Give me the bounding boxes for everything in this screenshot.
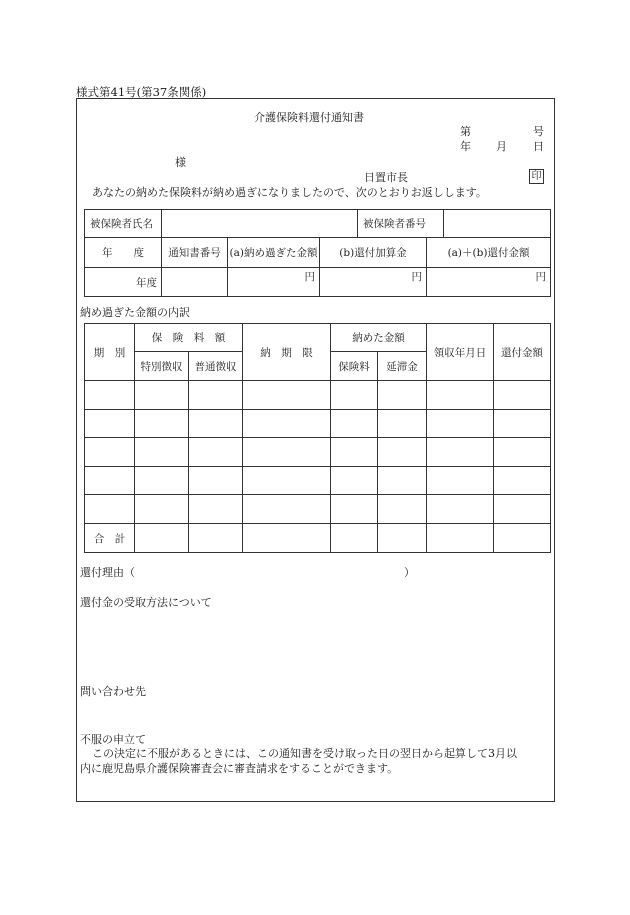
late-fee-header: 延滞金 xyxy=(378,352,427,381)
fiscal-year-cell: 年度 xyxy=(85,268,162,297)
table-row xyxy=(85,438,551,467)
empty-cell xyxy=(427,438,494,467)
empty-cell xyxy=(189,410,243,438)
empty-cell xyxy=(378,410,427,438)
empty-cell xyxy=(378,381,427,410)
notice-number-cell xyxy=(162,268,228,297)
document-title: 介護保険料還付通知書 xyxy=(254,111,364,124)
empty-cell xyxy=(243,410,331,438)
empty-cell xyxy=(189,467,243,495)
seal-mark xyxy=(529,169,544,184)
refund-header: (a)＋(b)還付金額 xyxy=(427,238,551,268)
refund-amount-cell: 円 xyxy=(427,268,551,297)
seal-icon: 印 xyxy=(529,169,544,184)
total-label: 合 計 xyxy=(85,524,135,553)
empty-cell xyxy=(494,467,551,495)
year-header: 年 度 xyxy=(85,238,162,268)
empty-cell xyxy=(494,438,551,467)
insured-number-value xyxy=(444,210,551,238)
total-row xyxy=(85,524,551,553)
empty-cell xyxy=(243,438,331,467)
empty-cell xyxy=(427,467,494,495)
inquiry-label: 問い合わせ先 xyxy=(80,685,146,698)
empty-cell xyxy=(243,495,331,524)
receipt-method-label: 還付金の受取方法について xyxy=(80,596,212,609)
insured-number-label: 被保険者番号 xyxy=(358,210,444,238)
appeal-text-line1: この決定に不服があるときには、この通知書を受け取った日の翌日から起算して3月以 xyxy=(92,747,517,760)
addition-amount-cell: 円 xyxy=(320,268,427,297)
empty-cell xyxy=(331,438,378,467)
paid-header: 納めた金額 xyxy=(331,324,427,352)
empty-cell xyxy=(243,524,331,553)
addition-header: (b)還付加算金 xyxy=(320,238,427,268)
overpaid-amount-cell: 円 xyxy=(228,268,320,297)
empty-cell xyxy=(85,467,135,495)
empty-cell xyxy=(243,381,331,410)
empty-cell xyxy=(494,381,551,410)
table-row xyxy=(85,410,551,438)
empty-cell xyxy=(135,410,189,438)
insured-name-value xyxy=(162,210,358,238)
empty-cell xyxy=(494,495,551,524)
issuer-name: 日置市長 xyxy=(364,171,408,184)
empty-cell xyxy=(378,467,427,495)
appeal-text-line2: 内に鹿児島県介護保険審査会に審査請求をすることができます。 xyxy=(80,762,399,775)
receipt-date-header: 領収年月日 xyxy=(427,324,494,381)
refund-amount-header: 還付金額 xyxy=(494,324,551,381)
empty-cell xyxy=(378,524,427,553)
ordinary-collection-header: 普通徴収 xyxy=(189,352,243,381)
addressee-suffix: 様 xyxy=(175,156,186,169)
empty-cell xyxy=(243,467,331,495)
empty-cell xyxy=(135,524,189,553)
empty-cell xyxy=(189,438,243,467)
empty-cell xyxy=(427,495,494,524)
date-year: 年 xyxy=(460,140,471,153)
empty-cell xyxy=(378,495,427,524)
breakdown-table xyxy=(84,323,551,553)
breakdown-title: 納め過ぎた金額の内訳 xyxy=(80,306,190,319)
number-suffix: 号 xyxy=(533,125,544,138)
empty-cell xyxy=(189,495,243,524)
empty-cell xyxy=(331,467,378,495)
date-day: 日 xyxy=(533,140,544,153)
empty-cell xyxy=(189,524,243,553)
empty-cell xyxy=(427,524,494,553)
empty-cell xyxy=(189,381,243,410)
table-row xyxy=(85,495,551,524)
form-number: 様式第41号(第37条関係) xyxy=(76,85,207,99)
deadline-header: 納 期 限 xyxy=(243,324,331,381)
appeal-title: 不服の申立て xyxy=(80,733,146,746)
empty-cell xyxy=(427,381,494,410)
empty-cell xyxy=(331,381,378,410)
empty-cell xyxy=(331,524,378,553)
empty-cell xyxy=(494,524,551,553)
special-collection-header: 特別徴収 xyxy=(135,352,189,381)
date-month: 月 xyxy=(496,140,507,153)
refund-reason-label: 還付理由（ xyxy=(80,566,135,579)
notice-number-header: 通知書番号 xyxy=(162,238,228,268)
period-header: 期 別 xyxy=(85,324,135,381)
empty-cell xyxy=(331,410,378,438)
empty-cell xyxy=(85,495,135,524)
empty-cell xyxy=(85,410,135,438)
empty-cell xyxy=(85,438,135,467)
empty-cell xyxy=(85,381,135,410)
premium-header: 保 険 料 額 xyxy=(135,324,243,352)
empty-cell xyxy=(427,410,494,438)
premium-paid-header: 保険料 xyxy=(331,352,378,381)
insured-name-label: 被保険者氏名 xyxy=(85,210,162,238)
empty-cell xyxy=(135,438,189,467)
summary-table xyxy=(84,209,551,297)
empty-cell xyxy=(135,495,189,524)
empty-cell xyxy=(135,381,189,410)
overpaid-header: (a)納め過ぎた金額 xyxy=(228,238,320,268)
number-prefix: 第 xyxy=(460,125,471,138)
table-row xyxy=(85,381,551,410)
empty-cell xyxy=(378,438,427,467)
refund-reason-close: ） xyxy=(404,566,415,579)
empty-cell xyxy=(135,467,189,495)
empty-cell xyxy=(331,495,378,524)
notice-frame xyxy=(76,98,555,802)
empty-cell xyxy=(494,410,551,438)
intro-text: あなたの納めた保険料が納め過ぎになりましたので、次のとおりお返しします。 xyxy=(92,186,487,199)
table-row xyxy=(85,467,551,495)
